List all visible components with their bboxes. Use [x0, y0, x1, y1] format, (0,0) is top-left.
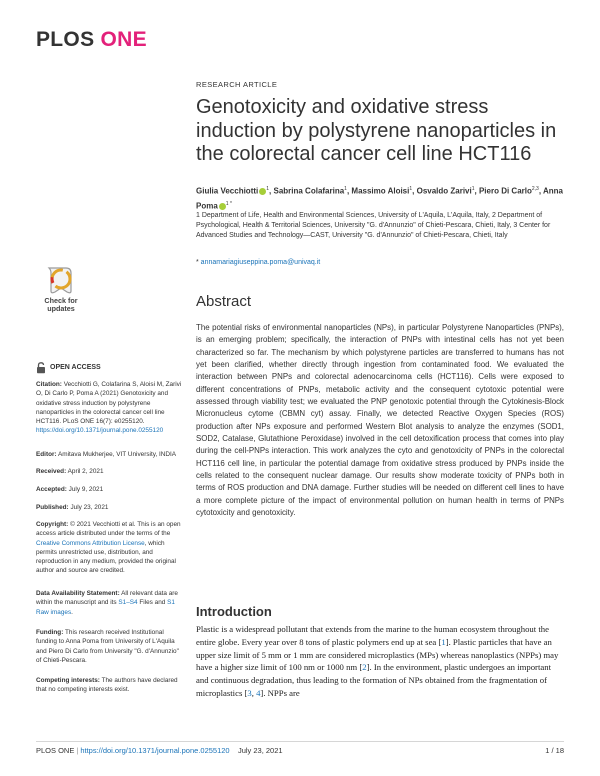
badge-line: Check for — [44, 296, 78, 305]
intro-text: ]. Plastic particles that have an upper size limit of 5 mm or 1 mm are considered microplastics (MPs) whereas nanoplastics (NPPs) may have a higher size limit of 100 nm or 1000 nm [ — [196, 636, 559, 673]
citation-block — [36, 380, 184, 436]
open-access-label — [36, 362, 184, 374]
competing-interests-block — [36, 676, 184, 695]
author-affil-sup: 2,3 — [531, 186, 539, 192]
accepted-label: Accepted: — [36, 486, 67, 493]
received-block — [36, 467, 184, 476]
author-name[interactable]: Piero Di Carlo — [478, 186, 532, 196]
plos-one-logo[interactable] — [36, 28, 147, 52]
copyright-block — [36, 520, 184, 576]
accepted-date: July 9, 2021 — [66, 486, 104, 493]
check-updates-icon — [36, 265, 86, 297]
open-access-text: OPEN ACCESS — [50, 364, 101, 372]
supplementary-files-link[interactable]: S1–S4 — [118, 599, 138, 607]
abstract-text: The potential risks of environmental nanoparticles (NPs), in particular Polystyrene Nanoparticles (PNPs), is an emerging problem; specifically, the interaction of PNPs with intestinal cells has not yet been characterized so far. The mechanism by which polystyrene particles are transferred to humans has not yet been clarified, whether directly through ingestion from contaminated food. We evaluated the interaction between PNPs and colorectal adenocarcinoma cells (HCT116). Cells were exposed to different concentrations of PNPs, metabolic activity and the consequent cytotoxic potential were assessed through viability test; we evaluated the PNP genotoxic potential through the Cytokinesis-Block Micronucleus cytome (CBMN cyt) assay. Finally, we detected Reactive Oxygen Species (ROS) production after NPs exposure and performed Western Blot analysis to analyze the enzymes (SOD1, SOD2, Catalase, Glutathione Peroxidase) involved in the cell detoxification process that comes into play during the cell-PNPs interaction. This work analyzes the cyto and genotoxicity of PNPs in the colorectal HCT116 cell line, in particular the potential damage from oxidative stress produced by PNPs inside the cells related to the consequent nuclear damage. Our results show moderate toxicity of PNPs both in terms of ROS production and DNA damage. Further studies will be needed on different cell lines to have a more complete picture of the impact of environmental pollution on human health in terms of PNPs cytotoxicity and genotoxicity. — [196, 323, 564, 518]
author-name[interactable]: Osvaldo Zarivi — [416, 186, 472, 196]
footer-date: July 23, 2021 — [237, 746, 283, 755]
citation-doi-link[interactable]: https://doi.org/10.1371/journal.pone.0255120 — [36, 427, 164, 435]
funding-label: Funding: — [36, 629, 64, 636]
reference-link[interactable]: 1 — [441, 636, 446, 647]
orcid-icon[interactable] — [219, 203, 226, 210]
intro-text: ]. NPPs are — [260, 687, 300, 698]
logo-one-text: ONE — [100, 28, 147, 51]
author-name[interactable]: Sabrina Colafarina — [273, 186, 345, 196]
introduction-text — [196, 623, 564, 700]
author-name[interactable]: Massimo Aloisi — [351, 186, 410, 196]
intro-text: , — [251, 687, 257, 698]
article-type: RESEARCH ARTICLE — [196, 80, 278, 89]
received-label: Received: — [36, 468, 67, 475]
citation-label: Citation: — [36, 381, 62, 388]
affiliation: 1 Department of Life, Health and Environmental Sciences, University of L'Aquila, L'Aquila, Italy, — [196, 212, 490, 219]
copyright-text: © 2021 Vecchiotti et al. This is an open access article distributed under the terms of the — [36, 521, 181, 538]
funding-block — [36, 628, 184, 665]
footer-divider — [36, 741, 564, 742]
open-lock-icon — [36, 362, 46, 374]
check-for-updates-badge[interactable] — [36, 265, 86, 323]
data-availability-text: Files and — [137, 599, 168, 607]
competing-interests-label: Competing interests: — [36, 677, 100, 684]
badge-line: updates — [47, 304, 75, 313]
license-link[interactable]: Creative Commons Attribution License — [36, 539, 145, 547]
affiliations — [196, 211, 564, 242]
page-footer — [36, 746, 283, 755]
author-affil-sup: 1 * — [225, 201, 232, 208]
raw-images-link[interactable]: S1 Raw images — [36, 599, 175, 616]
published-label: Published: — [36, 504, 69, 511]
affiliation: 2 Department of Psychological, Health & Territorial Sciences, University "G. d'Annunzio" of Chieti-Pescara, Chieti, Italy, — [196, 212, 543, 230]
footer-journal: PLOS ONE — [36, 746, 75, 755]
reference-link[interactable]: 3 — [247, 687, 252, 698]
received-date: April 2, 2021 — [66, 468, 104, 475]
data-availability-block — [36, 589, 184, 617]
author-affil-sup: 1 — [266, 186, 270, 192]
intro-text: Plastic is a widespread pollutant that extends from the marine to the human ecosystem throughout the entire globe. Every year over 8 tons of plastic polymers end up at sea [ — [196, 624, 549, 647]
author-affil-sup: 1 — [471, 186, 475, 192]
copyright-label: Copyright: — [36, 521, 69, 528]
published-date: July 23, 2021 — [68, 504, 109, 511]
email-asterisk: * — [196, 259, 201, 266]
abstract-heading: Abstract — [196, 293, 252, 310]
accepted-block — [36, 485, 184, 494]
page-number: 1 / 18 — [545, 746, 564, 755]
logo-plos-text: PLOS — [36, 28, 95, 51]
data-availability-text: . — [71, 608, 73, 616]
author-name[interactable]: Giulia Vecchiotti — [196, 186, 259, 196]
competing-interests-text: The authors have declared that no competing interests exist. — [36, 677, 178, 694]
published-block — [36, 503, 184, 512]
copyright-text: , which permits unrestricted use, distribution, and reproduction in any medium, provided the original author and source are credited. — [36, 539, 176, 575]
reference-link[interactable]: 2 — [362, 662, 367, 673]
corresponding-email — [196, 259, 564, 266]
article-title: Genotoxicity and oxidative stress induction by polystyrene nanoparticles in the colorectal cancer cell line HCT116 — [196, 96, 557, 165]
citation-text: Vecchiotti G, Colafarina S, Aloisi M, Zarivi O, Di Carlo P, Poma A (2021) Genotoxicity and oxidative stress induction by polystyrene nanoparticles in the colorectal cancer cell line HCT116. PLoS ONE 16(7): e0255120. — [36, 381, 182, 426]
author-list: Giulia Vecchiotti $^1$, Sabrina Colafarina$^1$, Massimo Aloisi$^1$, Osvaldo Zarivi$^1$, Piero Di Carlo$^{2,3}$, Anna Poma $^{1 *}$ — [196, 186, 563, 211]
affiliation: 3 Center for Advanced Studies and Technology—CAST, University "G. d'Annunzio" of Chieti-Pescara, Chieti, Italy — [196, 222, 551, 240]
footer-separator: | — [76, 746, 79, 755]
footer-doi-link[interactable]: https://doi.org/10.1371/journal.pone.0255120 — [80, 746, 230, 755]
funding-text: This research received Institutional funding to Anna Poma from University of L'Aquila and Piero Di Carlo from University "G. d'Annunzio" of Chieti-Pescara. — [36, 629, 179, 664]
data-availability-text: All relevant data are within the manuscript and its — [36, 590, 178, 607]
editor-label: Editor: — [36, 451, 57, 458]
data-availability-label: Data Availability Statement: — [36, 590, 120, 597]
reference-link[interactable]: 4 — [256, 687, 261, 698]
editor-block — [36, 450, 184, 459]
email-link[interactable]: annamariagiuseppina.poma@univaq.it — [200, 259, 321, 266]
author-name[interactable]: Anna Poma — [196, 186, 563, 211]
author-affil-sup: 1 — [409, 186, 413, 192]
editor-text: Amitava Mukherjee, VIT University, INDIA — [56, 451, 177, 458]
introduction-heading: Introduction — [196, 604, 272, 619]
intro-text: ]. In the environment, plastic undergoes an important and continuous degradation, thus leading to the formation of NPs obtained from the fragmentation of microplastics [ — [196, 662, 551, 698]
author-affil-sup: 1 — [344, 186, 347, 192]
